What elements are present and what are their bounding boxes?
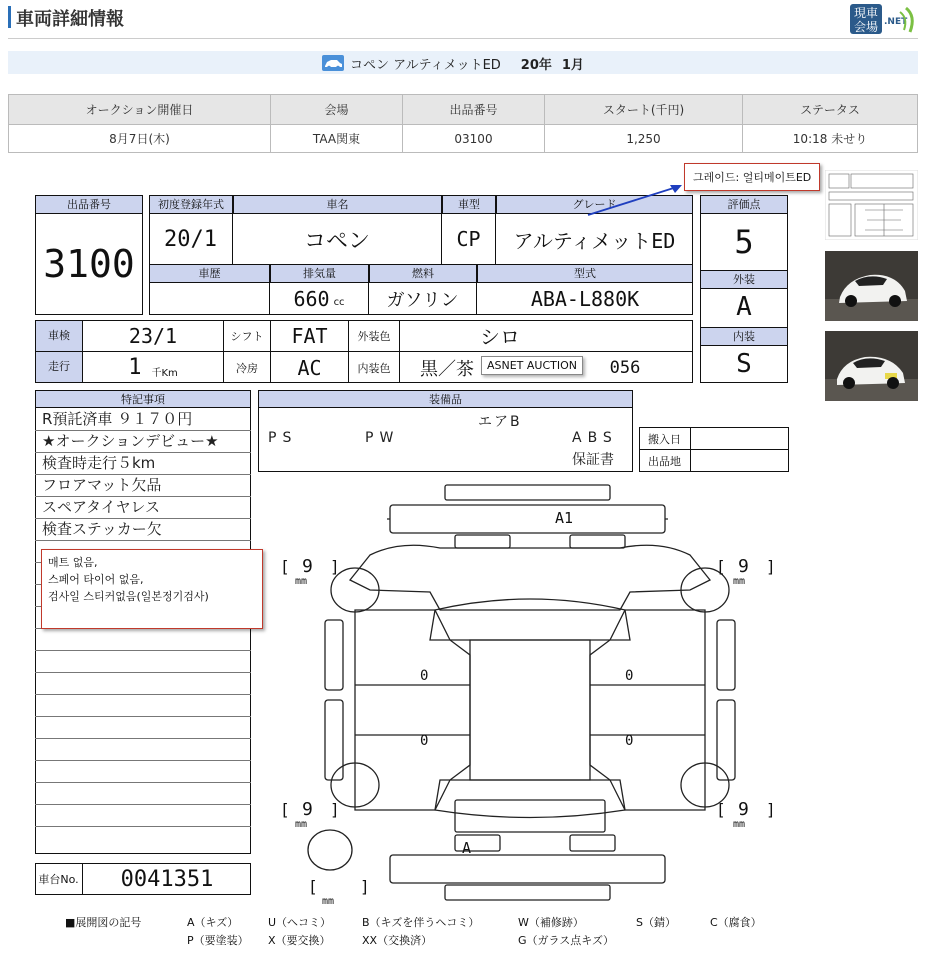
tire-depth: 9	[302, 556, 313, 577]
ruled-line	[35, 650, 251, 651]
logo-text-1: 現車	[853, 6, 879, 20]
displacement-label: 排気量	[270, 264, 369, 283]
lot-number-label: 出品番号	[35, 195, 143, 214]
status: 10:18 未せり	[743, 125, 918, 153]
model-value: ABA-L880K	[530, 287, 640, 311]
special-notes-label: 特記事項	[35, 390, 251, 408]
ruled-line	[35, 452, 251, 453]
special-note: スペアタイヤレス	[42, 498, 161, 516]
grade-translation-tooltip: 그레이드: 얼티메이트ED	[684, 163, 820, 191]
svg-text:[: [	[716, 800, 726, 819]
special-note: ★オークションデビュー★	[42, 432, 219, 450]
tire-depth: 9	[738, 799, 749, 820]
grade-value: アルティメットED	[513, 228, 676, 253]
ruled-line	[35, 540, 251, 541]
ruled-line	[35, 716, 251, 717]
svg-text:[: [	[280, 557, 290, 576]
damage-mark: 0	[625, 668, 634, 684]
col-venue: 会場	[271, 95, 403, 125]
score-label: 評価点	[700, 195, 788, 214]
mileage-label: 走行	[35, 351, 83, 383]
damage-mark: 0	[420, 733, 429, 749]
ruled-line	[35, 738, 251, 739]
legend-item: W（補修跡）	[518, 916, 584, 929]
notes-translation-tooltip	[41, 549, 263, 629]
shaken-value: 23/1	[128, 323, 178, 348]
notes-translation-line: 매트 없음,	[48, 556, 98, 569]
aircon-value: AC	[297, 355, 322, 380]
color-code-value: 056	[609, 357, 641, 378]
legend-item: A（キズ）	[187, 916, 239, 929]
ext-color-value: シロ	[480, 325, 520, 349]
arrival-label: 搬入日	[639, 428, 691, 449]
lot-no: 03100	[403, 125, 545, 153]
legend-item: U（ヘコミ）	[268, 916, 332, 929]
notes-translation-line: 스페어 타이어 없음,	[48, 573, 144, 586]
legend-item: S（錆）	[636, 916, 676, 929]
svg-text:[: [	[716, 557, 726, 576]
auction-info-table	[8, 94, 918, 153]
origin-label: 出品地	[639, 450, 691, 471]
special-note: フロアマット欠品	[42, 476, 162, 494]
tire-unit: mm	[295, 576, 308, 587]
col-status: ステータス	[743, 95, 918, 125]
car-name-value: コペン	[233, 214, 442, 264]
logo-suffix: .NET	[884, 17, 908, 27]
damage-mark: A1	[555, 509, 574, 527]
special-note: 検査ステッカー欠	[42, 520, 162, 538]
special-note: 検査時走行５km	[42, 454, 156, 472]
legend-item: C（腐食）	[710, 916, 762, 929]
history-label: 車歴	[149, 264, 270, 283]
car-photo-rear[interactable]	[825, 331, 918, 401]
tire-depth: 9	[738, 556, 749, 577]
svg-text:]: ]	[766, 800, 776, 819]
col-start-price: スタート(千円)	[545, 95, 743, 125]
ruled-line	[35, 672, 251, 673]
tire-unit: mm	[322, 896, 335, 907]
equipment-pw: PW	[365, 430, 400, 446]
logo-text-2: 会場	[853, 20, 879, 34]
svg-text:[: [	[308, 877, 318, 896]
exterior-label: 外装	[700, 270, 788, 289]
shift-value: FAT	[291, 323, 328, 348]
vehicle-title	[322, 52, 584, 74]
col-lot-no: 出品番号	[403, 95, 545, 125]
chassis-label: 車台No.	[35, 864, 83, 894]
lot-number-value: 3100	[43, 242, 135, 286]
ruled-line	[35, 804, 251, 805]
mileage-cell	[83, 352, 223, 383]
header-accent-bar	[8, 6, 11, 28]
type-label: 車型	[442, 195, 496, 214]
ruled-line	[35, 474, 251, 475]
int-color-label: 内装色	[348, 352, 400, 383]
legend-item: G（ガラス点キズ）	[518, 934, 614, 947]
damage-diagram	[270, 480, 790, 910]
svg-text:]: ]	[766, 557, 776, 576]
legend-item: XX（交換済）	[362, 934, 433, 947]
ruled-line	[35, 496, 251, 497]
ruled-line	[35, 782, 251, 783]
legend-item: X（要交換）	[268, 934, 331, 947]
score-value: 5	[734, 222, 754, 261]
interior-value: S	[736, 349, 752, 379]
ruled-line	[35, 826, 251, 827]
fuel-label: 燃料	[369, 264, 477, 283]
first-reg-label: 初度登録年式	[149, 195, 233, 214]
type-value: CP	[442, 214, 496, 264]
tooltip-arrow	[580, 180, 690, 220]
header-divider	[8, 38, 918, 39]
ruled-line	[35, 694, 251, 695]
interior-label: 内装	[700, 327, 788, 346]
tire-depth: 9	[302, 799, 313, 820]
damage-mark: 0	[625, 733, 634, 749]
legend-item: P（要塗装）	[187, 934, 249, 947]
aircon-label: 冷房	[223, 352, 271, 383]
start-price: 1,250	[545, 125, 743, 153]
equipment-abs: ABS	[572, 430, 618, 446]
svg-text:]: ]	[330, 800, 340, 819]
int-color-value: 黒／茶	[420, 358, 474, 380]
auction-tooltip: ASNET AUCTION	[481, 356, 583, 375]
svg-text:[: [	[280, 800, 290, 819]
svg-text:]: ]	[330, 557, 340, 576]
month-title: 1月	[561, 57, 584, 73]
ruled-line	[35, 430, 251, 431]
shaken-label: 車検	[35, 320, 83, 352]
ext-color-label: 外装色	[348, 320, 400, 351]
history-value	[149, 283, 270, 315]
notes-translation-line: 검사일 스티커없음(일본정기검사)	[48, 590, 209, 603]
damage-mark: 0	[420, 668, 429, 684]
equipment-airbag: エアB	[478, 414, 522, 430]
mileage-value: 1	[128, 355, 142, 380]
car-photo-front[interactable]	[825, 251, 918, 321]
displacement-unit: cc	[333, 296, 345, 308]
venue: TAA関東	[271, 125, 403, 153]
model-label: 型式	[477, 264, 693, 283]
grade-label: グレード	[496, 195, 693, 214]
svg-text:]: ]	[360, 877, 370, 896]
page-title: 車両詳細情報	[16, 9, 124, 30]
col-auction-date: オークション開催日	[9, 95, 271, 125]
tire-unit: mm	[733, 576, 746, 587]
ruled-line	[35, 760, 251, 761]
auction-date: 8月7日(木)	[9, 125, 271, 153]
fuel-value: ガソリン	[369, 283, 477, 315]
equipment-label: 装備品	[258, 390, 633, 408]
car-icon	[322, 55, 344, 71]
damage-mark: A	[462, 839, 472, 857]
ruled-line	[35, 518, 251, 519]
first-reg-value: 20/1	[149, 214, 233, 264]
legend-title: ■展開図の記号	[65, 916, 142, 929]
auction-sheet-thumbnail[interactable]	[825, 170, 918, 240]
tire-unit: mm	[733, 819, 746, 830]
tire-unit: mm	[295, 819, 308, 830]
displacement-value: 660	[293, 287, 330, 311]
chassis-value: 0041351	[120, 866, 214, 892]
mileage-unit: 千Km	[151, 368, 178, 379]
legend-item: B（キズを伴うヘコミ）	[362, 916, 480, 929]
year-title: 20年	[520, 57, 552, 73]
displacement-cell	[270, 283, 369, 315]
shift-label: シフト	[223, 320, 271, 351]
equipment-ps: PS	[268, 430, 298, 446]
special-note: R預託済車 ９１７０円	[42, 410, 193, 428]
equipment-warranty: 保証書	[572, 452, 614, 468]
car-name-label: 車名	[233, 195, 442, 214]
car-name-title: コペン アルティメットED	[350, 57, 501, 73]
site-logo[interactable]	[848, 2, 918, 36]
exterior-value: A	[736, 292, 752, 322]
